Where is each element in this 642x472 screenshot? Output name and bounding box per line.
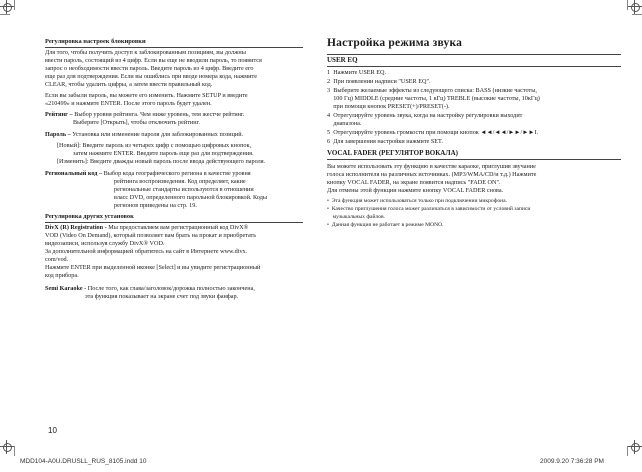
vocal-fader-heading: VOCAL FADER (РЕГУЛЯТОР ВОКАЛА)	[327, 149, 458, 157]
heading-rule	[45, 222, 303, 223]
divx-text: Мы предоставляем вам регистрационный код DivX®	[106, 224, 249, 231]
heading-rule	[45, 47, 303, 48]
registration-mark	[2, 2, 12, 12]
region-text-line: власс DVD, определенного парольной блокировкой. Коды	[114, 194, 268, 201]
user-eq-step: 3 Выберите желаемые эффекты из следующего списка: BASS (низкие частоты,	[327, 87, 537, 94]
region-text: Выбор кода географического региона в качестве уровня	[102, 170, 251, 177]
vocal-text-line: кнопку VOCAL FADER, на экране появится надпись "FADE ON".	[327, 179, 501, 186]
user-eq-step: 5 Отрегулируйте уровень громкости при помощи кнопок ◄◄/◄◄/►►/►►I.	[327, 129, 539, 136]
footer-file-name: MDD104-A0U.DRUSLL_RUS_8105.indd 10	[20, 458, 147, 465]
password-new-item	[57, 142, 251, 150]
registration-mark	[2, 442, 12, 452]
lock-text-line: Для того, чтобы получить доступ к заблокированным позициям, вы должны	[45, 49, 246, 56]
region-text-line: рейтинга воспроизведения. Код определяет, какие	[114, 178, 246, 185]
lock-text-line: CLEAR, чтобы удалить цифры, а затем ввести правильный код.	[45, 81, 213, 88]
password-text: Установка или изменение пароля для заблокированных позиций.	[70, 131, 244, 138]
rating-text-2: Выберите [Открыть], чтобы отключить рейтинг.	[73, 119, 200, 126]
user-eq-step: 1 Нажмите USER EQ.	[327, 69, 387, 76]
title-rule	[327, 54, 621, 55]
password-new-text-2: затем нажмите ENTER. Введите пароль еще раз для подтверждения.	[73, 150, 254, 157]
divx-text-line: код прибора.	[45, 272, 79, 279]
user-eq-step: при помощи кнопок PRESET(+)/PRESET(-).	[327, 103, 450, 110]
rating-text: Выбор уровня рейтинга. Чем ниже уровень, тем жестче рейтинг.	[72, 111, 245, 118]
region-text-line: региональные стандарты используются в отношении	[114, 186, 254, 193]
password-change-text: Введите дважды новый пароль после ввода действующего пароля.	[88, 158, 266, 165]
divx-item	[45, 224, 248, 232]
password-label: Пароль –	[45, 131, 71, 138]
user-eq-step: 6 Для завершения настройки нажмите SET.	[327, 138, 443, 145]
region-item	[45, 170, 251, 178]
lock-settings-heading: Регулировка настроек блокировки	[45, 38, 146, 45]
crop-mark	[14, 446, 15, 456]
lock-text-line: еще раз для подтверждения. Если вы ошиблись при вводе номера кода, нажмите	[45, 73, 257, 80]
footer-date: 2009.9.20 7:36:28 PM	[540, 458, 604, 465]
crop-mark	[0, 14, 10, 15]
vocal-text-line: голоса исполнителя на различных источниках. (MP3/WMA/CD/и т.д.) Нажмите	[327, 171, 537, 178]
lock-text-line: запрос о необходимости ввести пароль. Введите пароль из 4 цифр. Введите его	[45, 65, 254, 72]
rating-label: Рейтинг –	[45, 111, 73, 118]
heading-rule	[327, 159, 621, 160]
page-title: Настройка режима звука	[327, 37, 463, 49]
lock-text-line: ввести пароль, состоящий из 4 цифр. Если вы еще не вводили пароль, то появится	[45, 57, 262, 64]
semi-karaoke-label: Semi Karaoke -	[45, 285, 87, 292]
region-text-line: регионов приведены на стр. 19.	[114, 202, 197, 209]
region-label: Региональный код –	[45, 170, 103, 177]
divx-text-line: com/vod.	[45, 256, 69, 263]
other-settings-heading: Регулировка других установок	[45, 213, 134, 220]
registration-mark	[630, 442, 640, 452]
crop-mark	[627, 0, 628, 10]
password-change-item	[57, 158, 265, 166]
user-eq-step: диапазона.	[327, 120, 362, 127]
vocal-bullet: • Качество приглушения голоса может различаться в зависимости от условий записи	[327, 206, 531, 212]
heading-rule	[327, 66, 621, 67]
lock-text-line: Если вы забыли пароль, вы можете его изменить. Нажмите SETUP и введите	[45, 92, 248, 99]
user-eq-heading: USER EQ	[327, 56, 358, 64]
registration-mark	[630, 2, 640, 12]
vocal-bullet: музыкальных файлов.	[327, 214, 386, 220]
password-new-label: [Новый]:	[57, 142, 81, 149]
password-change-label: [Изменить]:	[57, 158, 89, 165]
crop-mark	[632, 14, 642, 15]
vocal-bullet: • Эта функция может использоваться только при подключении микрофона.	[327, 198, 507, 204]
vocal-text-line: Вы можете использовать эту функцию в качестве караоке, приглушив звучание	[327, 163, 536, 170]
password-item	[45, 131, 243, 139]
user-eq-step: 2 При появлении надписи "USER EQ".	[327, 78, 431, 85]
divx-text-line: Нажмите ENTER при выделенной иконке [Select] и вы увидите регистрационный	[45, 264, 261, 271]
semi-karaoke-text-2: эта функция показывает на экране счет под звуки фанфар.	[85, 293, 239, 300]
password-new-text: Введите пароль из четырех цифр с помощью цифровых кнопок,	[80, 142, 252, 149]
crop-mark	[14, 0, 15, 10]
divx-text-line: За дополнительной информацией обратитесь на сайт в Интернете www.divx.	[45, 248, 248, 255]
user-eq-step: 4 Отрегулируйте уровень звука, когда на настройку регулировки выходит	[327, 112, 523, 119]
rating-item	[45, 111, 244, 119]
vocal-text-line: Для отмены этой функции нажмите кнопку VOCAL FADER снова.	[327, 187, 504, 194]
semi-karaoke-text: После того, как глава/заголовок/дорожка полностью закончена,	[86, 285, 255, 292]
vocal-bullet: • Данная функция не работает в режиме MONO.	[327, 222, 444, 228]
divx-text-line: VOD (Video On Demand), который позволяет вам брать на прокат и приобретать	[45, 232, 257, 239]
lock-text-line: «210499» и нажмите ENTER. После этого пароль будет удален.	[45, 100, 212, 107]
user-eq-step: 100 Гц) MIDDLE (средние частоты, 1 кГц) TREBLE (высокие частоты, 10кГц)	[327, 95, 540, 102]
divx-label: DivX (R) Registration -	[45, 224, 107, 231]
semi-karaoke-item	[45, 285, 255, 293]
crop-mark	[627, 446, 628, 456]
divx-text-line: видеозаписи, используя службу DivX® VOD.	[45, 240, 165, 247]
page-number: 10	[48, 426, 57, 435]
